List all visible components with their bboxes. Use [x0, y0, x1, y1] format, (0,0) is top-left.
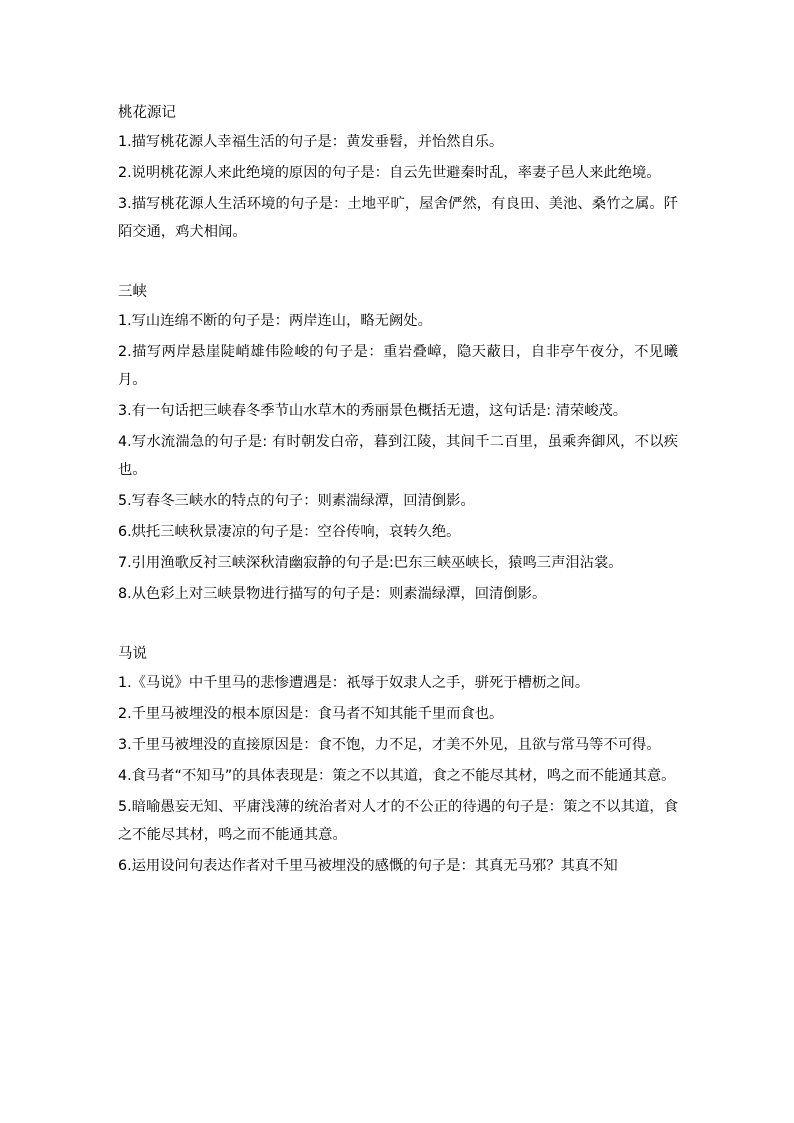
- section-mashuo: [118, 641, 678, 880]
- list-item: 3.千里马被埋没的直接原因是：食不饱，力不足，才美不外见，且欲与常马等不可得。: [118, 737, 661, 753]
- list-item: 2.说明桃花源人来此绝境的原因的句子是：自云先世避秦时乱，率妻子邑人来此绝境。: [118, 165, 661, 181]
- list-item: 8.从色彩上对三峡景物进行描写的句子是：则素湍绿潭，回清倒影。: [118, 586, 547, 602]
- list-item: 3.描写桃花源人生活环境的句子是：土地平旷，屋舍俨然，有良田、美池、桑竹之属。阡陌交通，鸡犬相闻。: [118, 196, 678, 240]
- list-item: 1.《马说》中千里马的悲惨遭遇是：祇辱于奴隶人之手，骈死于槽枥之间。: [118, 675, 590, 691]
- list-item: 5.暗喻愚妄无知、平庸浅薄的统治者对人才的不公正的待遇的句子是：策之不以其道，食之不能尽其材，鸣之而不能通其意。: [118, 799, 678, 843]
- list-item: 5.写春冬三峡水的特点的句子：则素湍绿潭，回清倒影。: [118, 493, 475, 509]
- list-item: 1.描写桃花源人幸福生活的句子是：黄发垂髫，并怡然自乐。: [118, 134, 504, 150]
- list-item: 4.食马者“不知马”的具体表现是：策之不以其道，食之不能尽其材，鸣之而不能通其意。: [118, 768, 676, 784]
- section-title: 马说: [118, 646, 147, 662]
- list-item: 4.写水流湍急的句子是: 有时朝发白帝，暮到江陵，其间千二百里，虽乘奔御风，不以疾也。: [118, 434, 678, 478]
- list-item: 2.千里马被埋没的根本原因是：食马者不知其能千里而食也。: [118, 706, 504, 722]
- section-title: 三峡: [118, 284, 147, 300]
- section-sanxia: [118, 279, 678, 608]
- list-item: 2.描写两岸悬崖陡峭雄伟险峻的句子是：重岩叠嶂，隐天蔽日，自非亭午夜分，不见曦月。: [118, 344, 678, 388]
- list-item: 7.引用渔歌反衬三峡深秋清幽寂静的句子是:巴东三峡巫峡长，猿鸣三声泪沾裳。: [118, 555, 623, 571]
- list-item: 6.运用设问句表达作者对千里马被埋没的感慨的句子是：其真无马邪？其真不知: [118, 858, 618, 874]
- document-page: [118, 100, 678, 883]
- list-item: 6.烘托三峡秋景凄凉的句子是：空谷传响，哀转久绝。: [118, 524, 461, 540]
- list-item: 3.有一句话把三峡春冬季节山水草木的秀丽景色概括无遗，这句话是: 清荣峻茂。: [118, 403, 628, 419]
- section-title: 桃花源记: [118, 105, 176, 121]
- list-item: 1.写山连绵不断的句子是：两岸连山，略无阙处。: [118, 313, 432, 329]
- section-taohuayuanji: [118, 100, 678, 246]
